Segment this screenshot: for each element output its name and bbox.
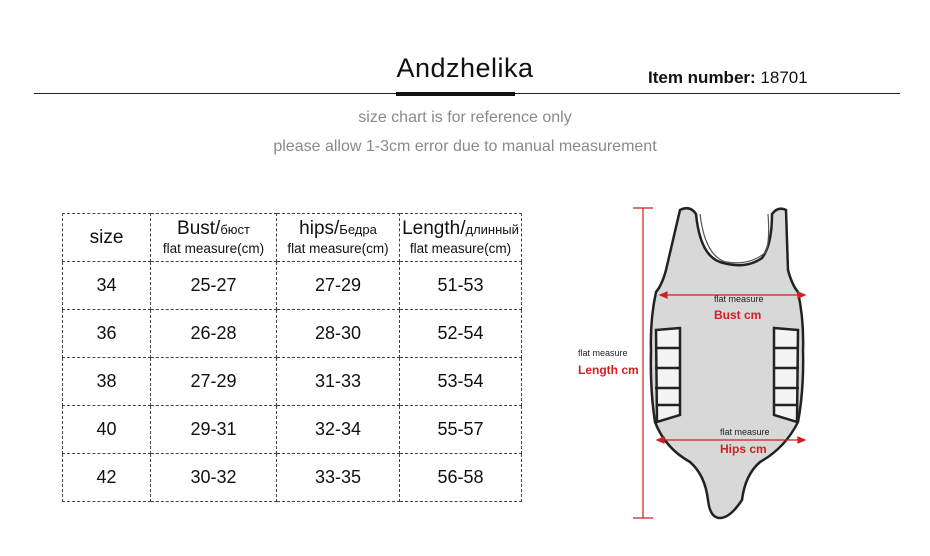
table-row: [63, 310, 522, 358]
cell-length: 56-58: [400, 454, 522, 502]
cell-bust: 29-31: [151, 406, 277, 454]
cell-size: 36: [63, 310, 151, 358]
cell-bust: 27-29: [151, 358, 277, 406]
table-row: [63, 262, 522, 310]
cell-size: 40: [63, 406, 151, 454]
header-size: [63, 214, 151, 262]
cell-hips: 27-29: [277, 262, 400, 310]
cell-size: 42: [63, 454, 151, 502]
header-size-label: size: [89, 226, 124, 248]
header-hips: [277, 214, 400, 262]
header-bust-label: Bust/бюст: [177, 217, 250, 239]
header-length: [400, 214, 522, 262]
cell-hips: 31-33: [277, 358, 400, 406]
table-row: [63, 406, 522, 454]
error-note: please allow 1-3cm error due to manual measurement: [273, 138, 657, 155]
cell-hips: 33-35: [277, 454, 400, 502]
table-row: [63, 358, 522, 406]
table-row: [63, 454, 522, 502]
header-length-label: Length/длинный: [402, 217, 519, 239]
cell-length: 51-53: [400, 262, 522, 310]
hips-flat-measure-label: flat measure: [720, 427, 770, 437]
header-length-sub: flat measure(cm): [409, 240, 512, 256]
reference-note: size chart is for reference only: [358, 109, 572, 126]
header-hips-label: hips/Бедра: [299, 217, 377, 239]
bust-flat-measure-label: flat measure: [714, 294, 764, 304]
cell-hips: 32-34: [277, 406, 400, 454]
cell-length: 52-54: [400, 310, 522, 358]
length-label: Length cm: [578, 363, 639, 377]
hips-label: Hips cm: [720, 442, 767, 456]
cell-bust: 30-32: [151, 454, 277, 502]
cell-bust: 26-28: [151, 310, 277, 358]
cell-hips: 28-30: [277, 310, 400, 358]
cell-bust: 25-27: [151, 262, 277, 310]
header-hips-sub: flat measure(cm): [287, 240, 389, 256]
header-bust-sub: flat measure(cm): [162, 240, 265, 256]
left-straps: [655, 328, 680, 422]
cell-size: 34: [63, 262, 151, 310]
table-header-row: [63, 214, 522, 262]
cell-length: 53-54: [400, 358, 522, 406]
cell-size: 38: [63, 358, 151, 406]
cell-length: 55-57: [400, 406, 522, 454]
brand-title: Andzhelika: [396, 53, 534, 83]
header-bust: [151, 214, 277, 262]
size-table: [62, 213, 522, 502]
bust-label: Bust cm: [714, 308, 762, 322]
item-number-label: Item number:: [648, 68, 756, 87]
item-number-value: 18701: [760, 68, 808, 87]
header-divider-accent: [396, 92, 515, 96]
item-number: [648, 68, 808, 88]
right-straps: [774, 328, 799, 422]
swimsuit-diagram: [560, 200, 930, 530]
length-flat-measure-label: flat measure: [578, 348, 628, 358]
